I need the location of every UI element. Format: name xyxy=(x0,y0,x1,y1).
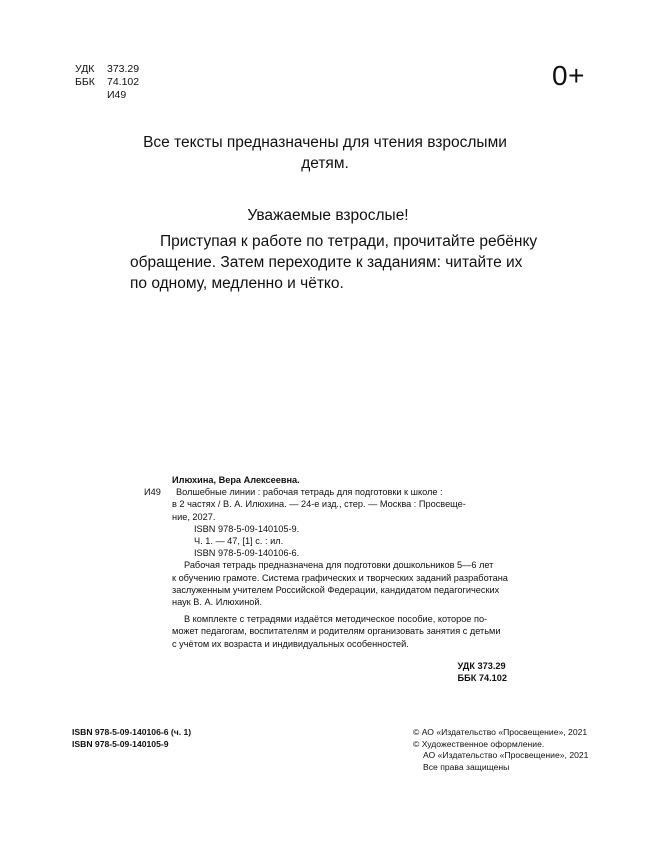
catalog-isbn-full: ISBN 978-5-09-140105-9. xyxy=(194,523,300,534)
copyright-line-3: АО «Издательство «Просвещение», 2021 xyxy=(423,750,589,761)
catalog-kit-2: может педагогам, воспитателям и родителям организовать занятия с детьми xyxy=(172,626,501,637)
copyright-line-2: © Художественное оформление. xyxy=(413,738,545,749)
bbk-value: 74.102 xyxy=(107,76,140,88)
intro-line-2: обращение. Затем переходите к заданиям: читайте их xyxy=(130,254,523,271)
intro-line-3: по одному, медленно и чётко. xyxy=(130,275,344,292)
intro-paragraph xyxy=(130,231,537,294)
catalog-title-2: в 2 частях / В. А. Илюхина. — 24-е изд., стер. — Москва : Просвеще- xyxy=(172,499,466,510)
catalog-part: Ч. 1. — 47, [1] с. : ил. xyxy=(194,536,284,547)
catalog-mark: И49 xyxy=(144,487,161,498)
notice-line-1: Все тексты предназначены для чтения взрослыми xyxy=(143,134,507,151)
greeting-heading: Уважаемые взрослые! xyxy=(247,207,409,224)
catalog-desc-3: заслуженным учителем Российской Федерации, кандидатом педагогических xyxy=(172,584,500,595)
copyright-line-4: Все права защищены xyxy=(423,761,510,772)
classification-block xyxy=(75,63,139,102)
catalog-title-1: Волшебные линии : рабочая тетрадь для подготовки к школе : xyxy=(176,487,443,498)
intro-line-1: Приступая к работе по тетради, прочитайте ребёнку xyxy=(160,233,538,250)
notice-line-2: детям. xyxy=(301,155,349,172)
catalog-codes xyxy=(144,660,519,684)
footer-copyright xyxy=(413,727,588,773)
catalog-udk: УДК 373.29 xyxy=(457,660,506,671)
catalog-desc-4: наук В. А. Илюхиной. xyxy=(172,597,263,608)
catalog-card xyxy=(144,474,519,684)
author-mark: И49 xyxy=(107,89,127,101)
bbk-label: ББК xyxy=(75,76,95,88)
catalog-kit-1: В комплекте с тетрадями издаётся методическое пособие, которое по- xyxy=(184,614,488,625)
reading-notice xyxy=(0,132,650,174)
copyright-line-1: © АО «Издательство «Просвещение», 2021 xyxy=(413,727,588,737)
catalog-kit-3: с учётом их возраста и индивидуальных особенностей. xyxy=(172,638,409,649)
catalog-isbn-part: ISBN 978-5-09-140106-6. xyxy=(194,548,300,559)
catalog-desc-2: к обучению грамоте. Система графических и творческих заданий разработана xyxy=(172,572,508,583)
udk-label: УДК xyxy=(75,63,95,75)
catalog-title-3: ние, 2027. xyxy=(172,511,216,522)
footer-isbn-1: ISBN 978-5-09-140106-6 (ч. 1) xyxy=(72,727,192,737)
footer-isbn-2: ISBN 978-5-09-140105-9 xyxy=(72,738,169,749)
catalog-desc-1: Рабочая тетрадь предназначена для подготовки дошкольников 5—6 лет xyxy=(184,560,494,571)
catalog-author: Илюхина, Вера Алексеевна. xyxy=(172,475,300,485)
catalog-bbk: ББК 74.102 xyxy=(457,673,507,684)
footer-isbn xyxy=(72,727,191,750)
udk-value: 373.29 xyxy=(107,63,140,75)
age-rating: 0+ xyxy=(552,60,585,91)
